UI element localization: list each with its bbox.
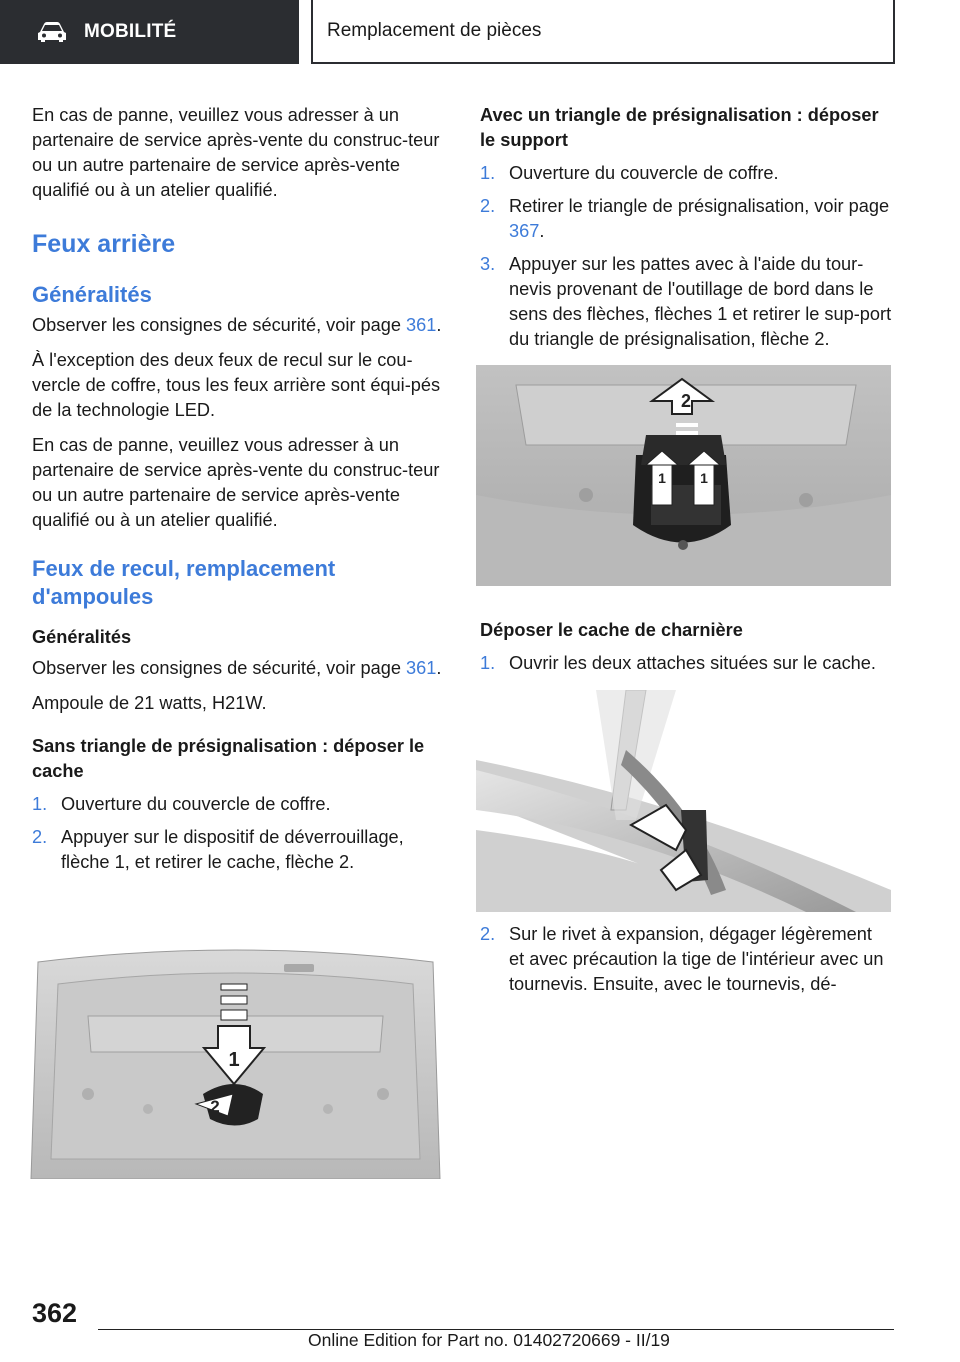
intro-paragraph: En cas de panne, veuillez vous adresser à un partenaire de service après-vente du construc-teur ou un autre partenaire de service après-vente qualifié ou à un atelier qualifié. [32,105,440,200]
led-paragraph: À l'exception des deux feux de recul sur le cou-vercle de coffre, tous les feux arrière sont équi-pés de la technologie LED. [32,350,441,420]
safety-paragraph: Observer les consignes de sécurité, voir page 361. [32,315,442,335]
heading-feux-recul: Feux de recul, remplacement d'ampoules [32,556,336,609]
list-item: 3. Appuyer sur les pattes avec à l'aide du tour-nevis provenant de l'outillage de bord dans le sens des flèches, flèches 1 et retirer le sup-port du triangle de présignalisation, flèche 2. [480,254,892,349]
subheading-sans-triangle: Sans triangle de présignalisation : déposer le cache [32,736,425,781]
right-column-bottom [480,922,892,997]
list-item: 1. Ouverture du couvercle de coffre. [32,794,331,814]
hinge-cover-figure [476,690,891,912]
steps-list-avec-triangle [480,161,892,352]
steps-list-charniere [480,651,892,676]
heading-feux-arriere: Feux arrière [32,230,176,258]
recul-safety-paragraph: Observer les consignes de sécurité, voir page 361. [32,658,442,678]
chapter-title [311,0,895,64]
section-tab[interactable] [0,0,299,64]
bulb-spec: Ampoule de 21 watts, H21W. [32,693,267,713]
trunk-arrow-label-1: 1 [228,1049,240,1071]
chapter-title-text: Remplacement de pièces [327,20,542,41]
trunk-arrow-label-2: 2 [210,1097,220,1116]
breakdown-paragraph: En cas de panne, veuillez vous adresser à un partenaire de service après-vente du construc-teur ou un autre partenaire de service après-vente qualifié ou à un atelier qualifié. [32,435,440,530]
right-column-lower [480,618,892,676]
list-item: 2. Retirer le triangle de présignalisation, voir page 367. [480,196,890,241]
warning-triangle-support-figure [476,365,891,586]
support-arrow-label-1a: 1 [658,470,666,486]
list-item: 1. Ouverture du couvercle de coffre. [480,163,779,183]
trunk-lid-figure [28,944,443,1179]
car-icon [36,21,68,43]
subheading-avec-triangle: Avec un triangle de présignalisation : déposer le support [480,105,879,150]
list-item: 1. Ouvrir les deux attaches situées sur le cache. [480,653,876,673]
subheading-charniere: Déposer le cache de charnière [480,620,743,640]
heading-generalites: Généralités [32,282,152,307]
steps-list-sans-triangle [32,792,444,875]
subheading-generalites: Généralités [32,627,132,647]
page-link-361-b[interactable]: 361 [406,658,437,678]
list-item: 2. Sur le rivet à expansion, dégager légèrement et avec précaution la tige de l'intérieur avec un tournevis. Ensuite, avec le tournevis, dé- [480,924,884,994]
left-column [32,103,444,875]
edition-note: Online Edition for Part no. 01402720669 - II/19 [308,1330,670,1350]
right-column [480,103,892,352]
list-item: 2. Appuyer sur le dispositif de déverrouillage, flèche 1, et retirer le cache, flèche 2. [32,827,404,872]
steps-list-charniere-cont [480,922,892,997]
support-arrow-label-1b: 1 [700,470,708,486]
page-number: 362 [32,1298,78,1328]
section-label: MOBILITÉ [84,21,177,42]
support-arrow-label-2: 2 [680,391,692,411]
page-link-361[interactable]: 361 [406,315,437,335]
page-link-367[interactable]: 367 [509,221,540,241]
